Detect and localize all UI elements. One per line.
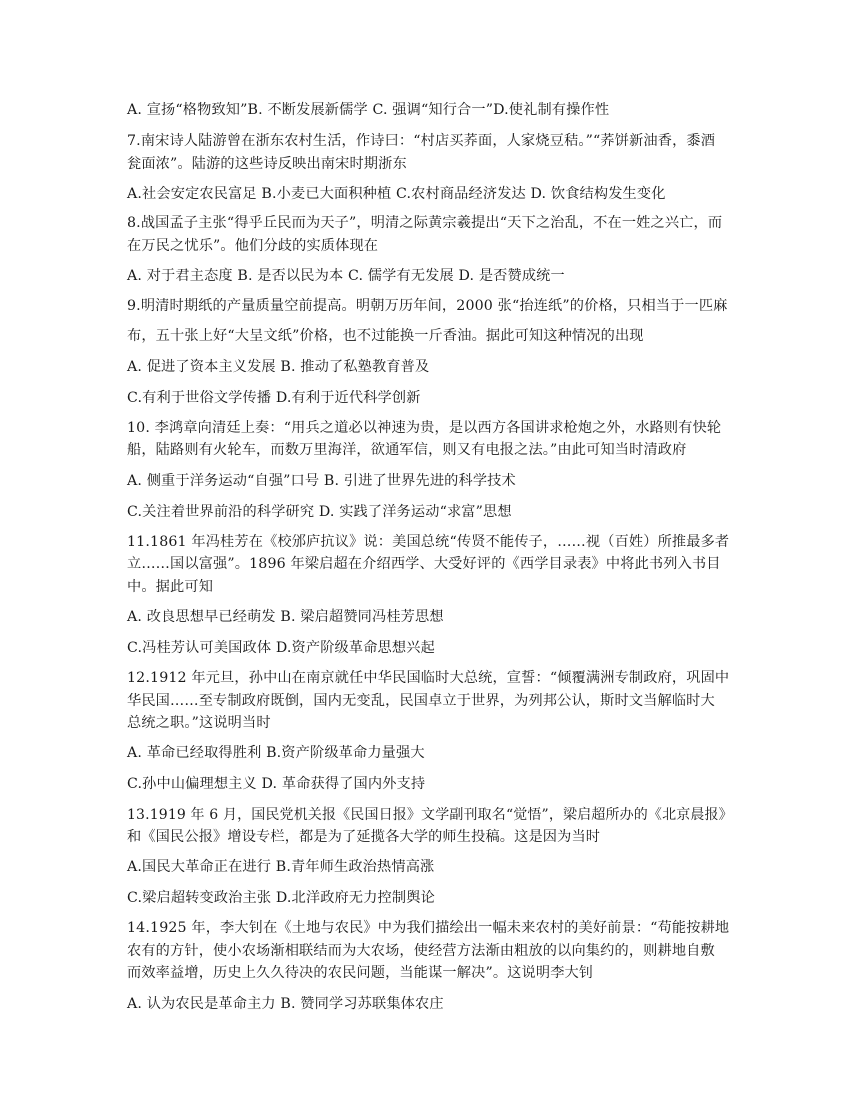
question-12-line-3: 总统之职。”这说明当时 [127, 715, 271, 731]
option-line-q10-b: C.关注着世界前沿的科学研究 D. 实践了洋务运动“求富”思想 [127, 504, 512, 520]
question-10-line-1: 10. 李鸿章向清廷上奏：“用兵之道必以神速为贵，是以西方各国讲求枪炮之外，水路则有快轮 [127, 420, 722, 436]
question-8-line-2: 在万民之忧乐”。他们分歧的实质体现在 [127, 238, 379, 254]
option-line-q9-b: C.有利于世俗文学传播 D.有利于近代科学创新 [127, 390, 421, 406]
question-11-line-3: 中。据此可知 [127, 579, 214, 595]
option-line-q9-a: A. 促进了资本主义发展 B. 推动了私塾教育普及 [127, 359, 430, 375]
question-8-line-1: 8.战国孟子主张“得乎丘民而为天子”，明清之际黄宗羲提出“天下之治乱，不在一姓之兴亡，而 [127, 215, 723, 231]
option-line-q7: A.社会安定农民富足 B.小麦已大面积种植 C.农村商品经济发达 D. 饮食结构发生变化 [127, 186, 666, 202]
question-13-line-1: 13.1919 年 6 月，国民党机关报《民国日报》文学副刊取名“觉悟”，梁启超所办的《北京晨报》 [127, 807, 733, 823]
option-line-q12-a: A. 革命已经取得胜利 B.资产阶级革命力量强大 [127, 745, 425, 761]
question-7-line-2: 瓮面浓”。陆游的这些诗反映出南宋时期浙东 [127, 156, 407, 172]
option-line-q10-a: A. 侧重于洋务运动“自强”口号 B. 引进了世界先进的科学技术 [127, 473, 516, 489]
option-line-q12-b: C.孙中山偏理想主义 D. 革命获得了国内外支持 [127, 776, 426, 792]
option-line-q11-b: C.冯桂芳认可美国政体 D.资产阶级革命思想兴起 [127, 640, 435, 656]
option-line-q13-b: C.梁启超转变政治主张 D.北洋政府无力控制舆论 [127, 890, 435, 906]
option-line-q14-a: A. 认为农民是革命主力 B. 赞同学习苏联集体农庄 [127, 996, 444, 1012]
question-14-line-1: 14.1925 年，李大钊在《土地与农民》中为我们描绘出一幅未来农村的美好前景：“苟能按耕地 [127, 920, 730, 936]
option-line-q13-a: A.国民大革命正在进行 B.青年师生政治热情高涨 [127, 859, 435, 875]
option-line-q6: A. 宣扬“格物致知”B. 不断发展新儒学 C. 强调“知行合一”D.使礼制有操作性 [127, 102, 610, 118]
question-11-line-1: 11.1861 年冯桂芳在《校邠庐抗议》说：美国总统“传贤不能传子，……视（百姓）所推最多者 [127, 534, 730, 550]
question-13-line-2: 和《国民公报》增设专栏，都是为了延揽各大学的师生投稿。这是因为当时 [127, 829, 601, 845]
question-7-line-1: 7.南宋诗人陆游曾在浙东农村生活，作诗曰：“村店买荞面，人家烧豆秸。”“荞饼新油香，黍酒 [127, 133, 716, 149]
question-10-line-2: 船，陆路则有火轮车，而数万里海洋，欲通军信，则又有电报之法。”由此可知当时清政府 [127, 442, 687, 458]
question-12-line-1: 12.1912 年元旦，孙中山在南京就任中华民国临时大总统，宣誓：“倾覆满洲专制政府，巩固中 [127, 670, 730, 686]
question-9-line-1: 9.明清时期纸的产量质量空前提高。明朝万历年间，2000 张“抬连纸”的价格，只相当于一匹麻 [127, 298, 728, 314]
question-14-line-3: 而效率益增，历史上久久待决的农民问题，当能谋一解决”。这说明李大钊 [127, 965, 594, 981]
option-line-q11-a: A. 改良思想早已经萌发 B. 梁启超赞同冯桂芳思想 [127, 609, 444, 625]
question-14-line-2: 农有的方针，使小农场渐相联结而为大农场，使经营方法渐由粗放的以向集约的，则耕地自敷 [127, 943, 715, 959]
question-9-line-2: 布，五十张上好“大呈文纸”价格，也不过能换一斤香油。据此可知这种情况的出现 [127, 328, 644, 344]
question-12-line-2: 华民国……至专制政府既倒，国内无变乱，民国卓立于世界，为列邦公认，斯时文当解临时大 [127, 693, 715, 709]
option-line-q8: A. 对于君主态度 B. 是否以民为本 C. 儒学有无发展 D. 是否赞成统一 [127, 268, 565, 284]
question-11-line-2: 立……国以富强”。1896 年梁启超在介绍西学、大受好评的《西学目录表》中将此书列入书目 [127, 556, 721, 572]
